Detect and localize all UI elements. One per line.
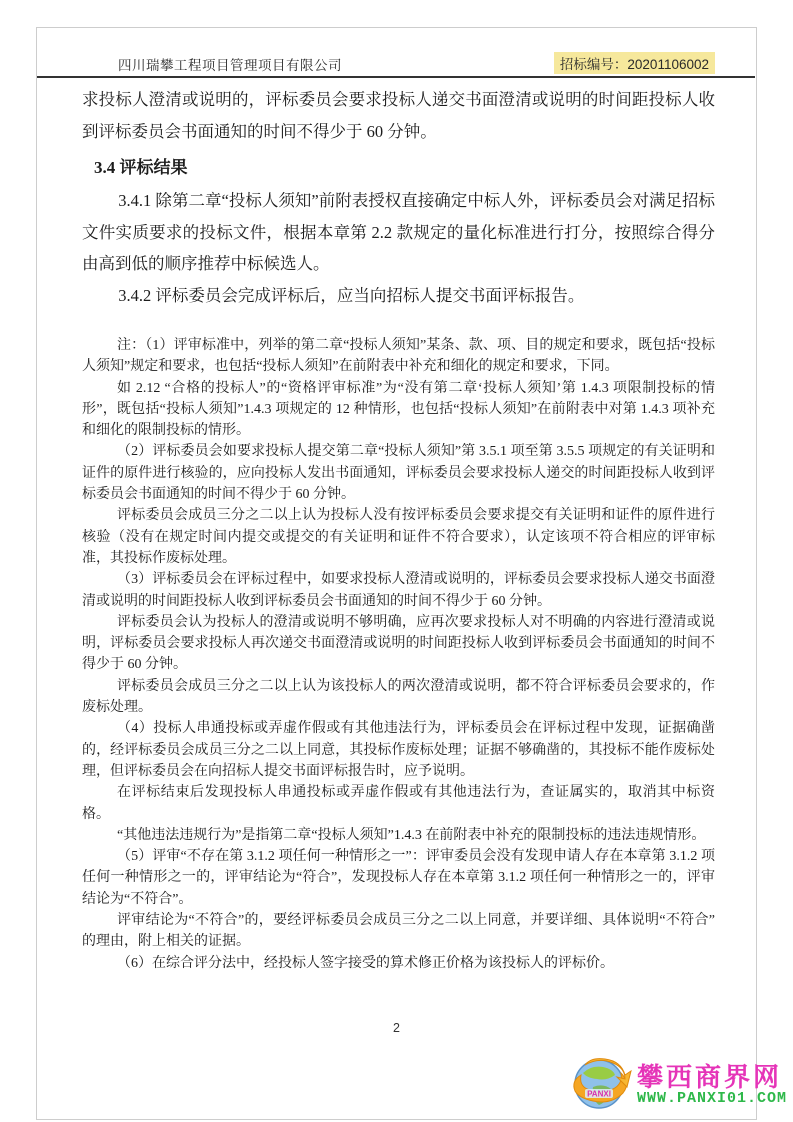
section-heading: 3.4 评标结果	[94, 158, 188, 177]
logo-text: PANXI	[587, 1089, 611, 1099]
header-rule	[37, 76, 755, 78]
page-header	[82, 52, 715, 74]
note-paragraph: （5）评审“不存在第 3.1.2 项任何一种情形之一”：评审委员会没有发现申请人存在本章第 3.1.2 项任何一种情形之一的，评审结论为“符合”，发现投标人存在本章第 3.1.2 项任何一种情形之一的，评审结论为“不符合”。	[82, 849, 715, 907]
note-paragraph: （2）评标委员会如要求投标人提交第二章“投标人须知”第 3.5.1 项至第 3.5.5 项规定的有关证明和证件的原件进行核验的，应向投标人发出书面通知，评标委员会要求投标人递交的时间距投标人收到评标委员会书面通知的时间不得少于 60 分钟。	[82, 444, 715, 503]
note-paragraph: 评标委员会成员三分之二以上认为投标人没有按评标委员会要求提交有关证明和证件的原件进行核验（没有在规定时间内提交或提交的有关证明和证件不符合要求），认定该项不符合相应的评审标准，其投标作废标处理。	[82, 508, 715, 566]
globe-logo-icon	[569, 1053, 635, 1118]
note-paragraph: （4）投标人串通投标或弄虚作假或有其他违法行为，评标委员会在评标过程中发现，证据确凿的，经评标委员会成员三分之二以上同意，其投标作废标处理；证据不够确凿的，其投标不能作废标处理，但评标委员会在向招标人提交书面评标报告时，应予说明。	[82, 721, 715, 779]
page-number: 2	[393, 1021, 400, 1035]
note-paragraph: 如 2.12 “合格的投标人”的“资格评审标准”为“没有第二章‘投标人须知’第 1.4.3 项限制投标的情形”，既包括“投标人须知”1.4.3 项规定的 12 种情形，也包括“投标人须知”在前附表中对第 1.4.3 项补充和细化的限制投标的情形。	[82, 380, 715, 439]
note-paragraph: 注：（1）评审标准中，列举的第二章“投标人须知”某条、款、项、目的规定和要求，既包括“投标人须知”规定和要求，也包括“投标人须知”在前附表中补充和细化的规定和要求，下同。	[82, 338, 715, 375]
note-paragraph: 评标委员会认为投标人的澄清或说明不够明确，应再次要求投标人对不明确的内容进行澄清或说明，评标委员会要求投标人再次递交书面澄清或说明的时间距投标人收到评标委员会书面通知的时间不得少于 60 分钟。	[82, 614, 715, 673]
paragraph-spacer	[82, 311, 715, 335]
note-paragraph: 评标委员会成员三分之二以上认为该投标人的两次澄清或说明，都不符合评标委员会要求的，作废标处理。	[82, 678, 715, 716]
note-paragraph: “其他违法违规行为”是指第二章“投标人须知”1.4.3 在前附表中补充的限制投标的违法违规情形。	[117, 827, 706, 843]
body-paragraph: 3.4.1 除第二章“投标人须知”前附表授权直接确定中标人外，评标委员会对满足招标文件实质要求的投标文件，根据本章第 2.2 款规定的量化标准进行打分，按照综合得分由高到低的顺序推荐中标候选人。	[82, 191, 715, 273]
company-name: 四川瑞攀工程项目管理项目有限公司	[118, 58, 342, 73]
note-paragraph: （6）在综合评分法中，经投标人签字接受的算术修正价格为该投标人的评标价。	[117, 955, 614, 971]
document-body	[82, 84, 715, 974]
bid-number: 招标编号：20201106002	[554, 52, 715, 74]
watermark	[569, 1053, 787, 1118]
note-paragraph: 在评标结束后发现投标人串通投标或弄虚作假或有其他违法行为，查证属实的，取消其中标资格。	[82, 785, 715, 822]
watermark-site-url: WWW.PANXI01.COM	[636, 1090, 787, 1108]
note-paragraph: （3）评标委员会在评标过程中，如要求投标人澄清或说明的，评标委员会要求投标人递交书面澄清或说明的时间距投标人收到评标委员会书面通知的时间不得少于 60 分钟。	[82, 572, 715, 609]
body-paragraph: 3.4.2 评标委员会完成评标后，应当向招标人提交书面评标报告。	[118, 285, 585, 305]
watermark-site-name: 攀西商界网	[636, 1061, 782, 1092]
note-paragraph: 评审结论为“不符合”的，要经评标委员会成员三分之二以上同意，并要详细、具体说明“不符合”的理由，附上相关的证据。	[82, 913, 715, 950]
body-paragraph: 求投标人澄清或说明的，评标委员会要求投标人递交书面澄清或说明的时间距投标人收到评标委员会书面通知的时间不得少于 60 分钟。	[82, 90, 715, 141]
